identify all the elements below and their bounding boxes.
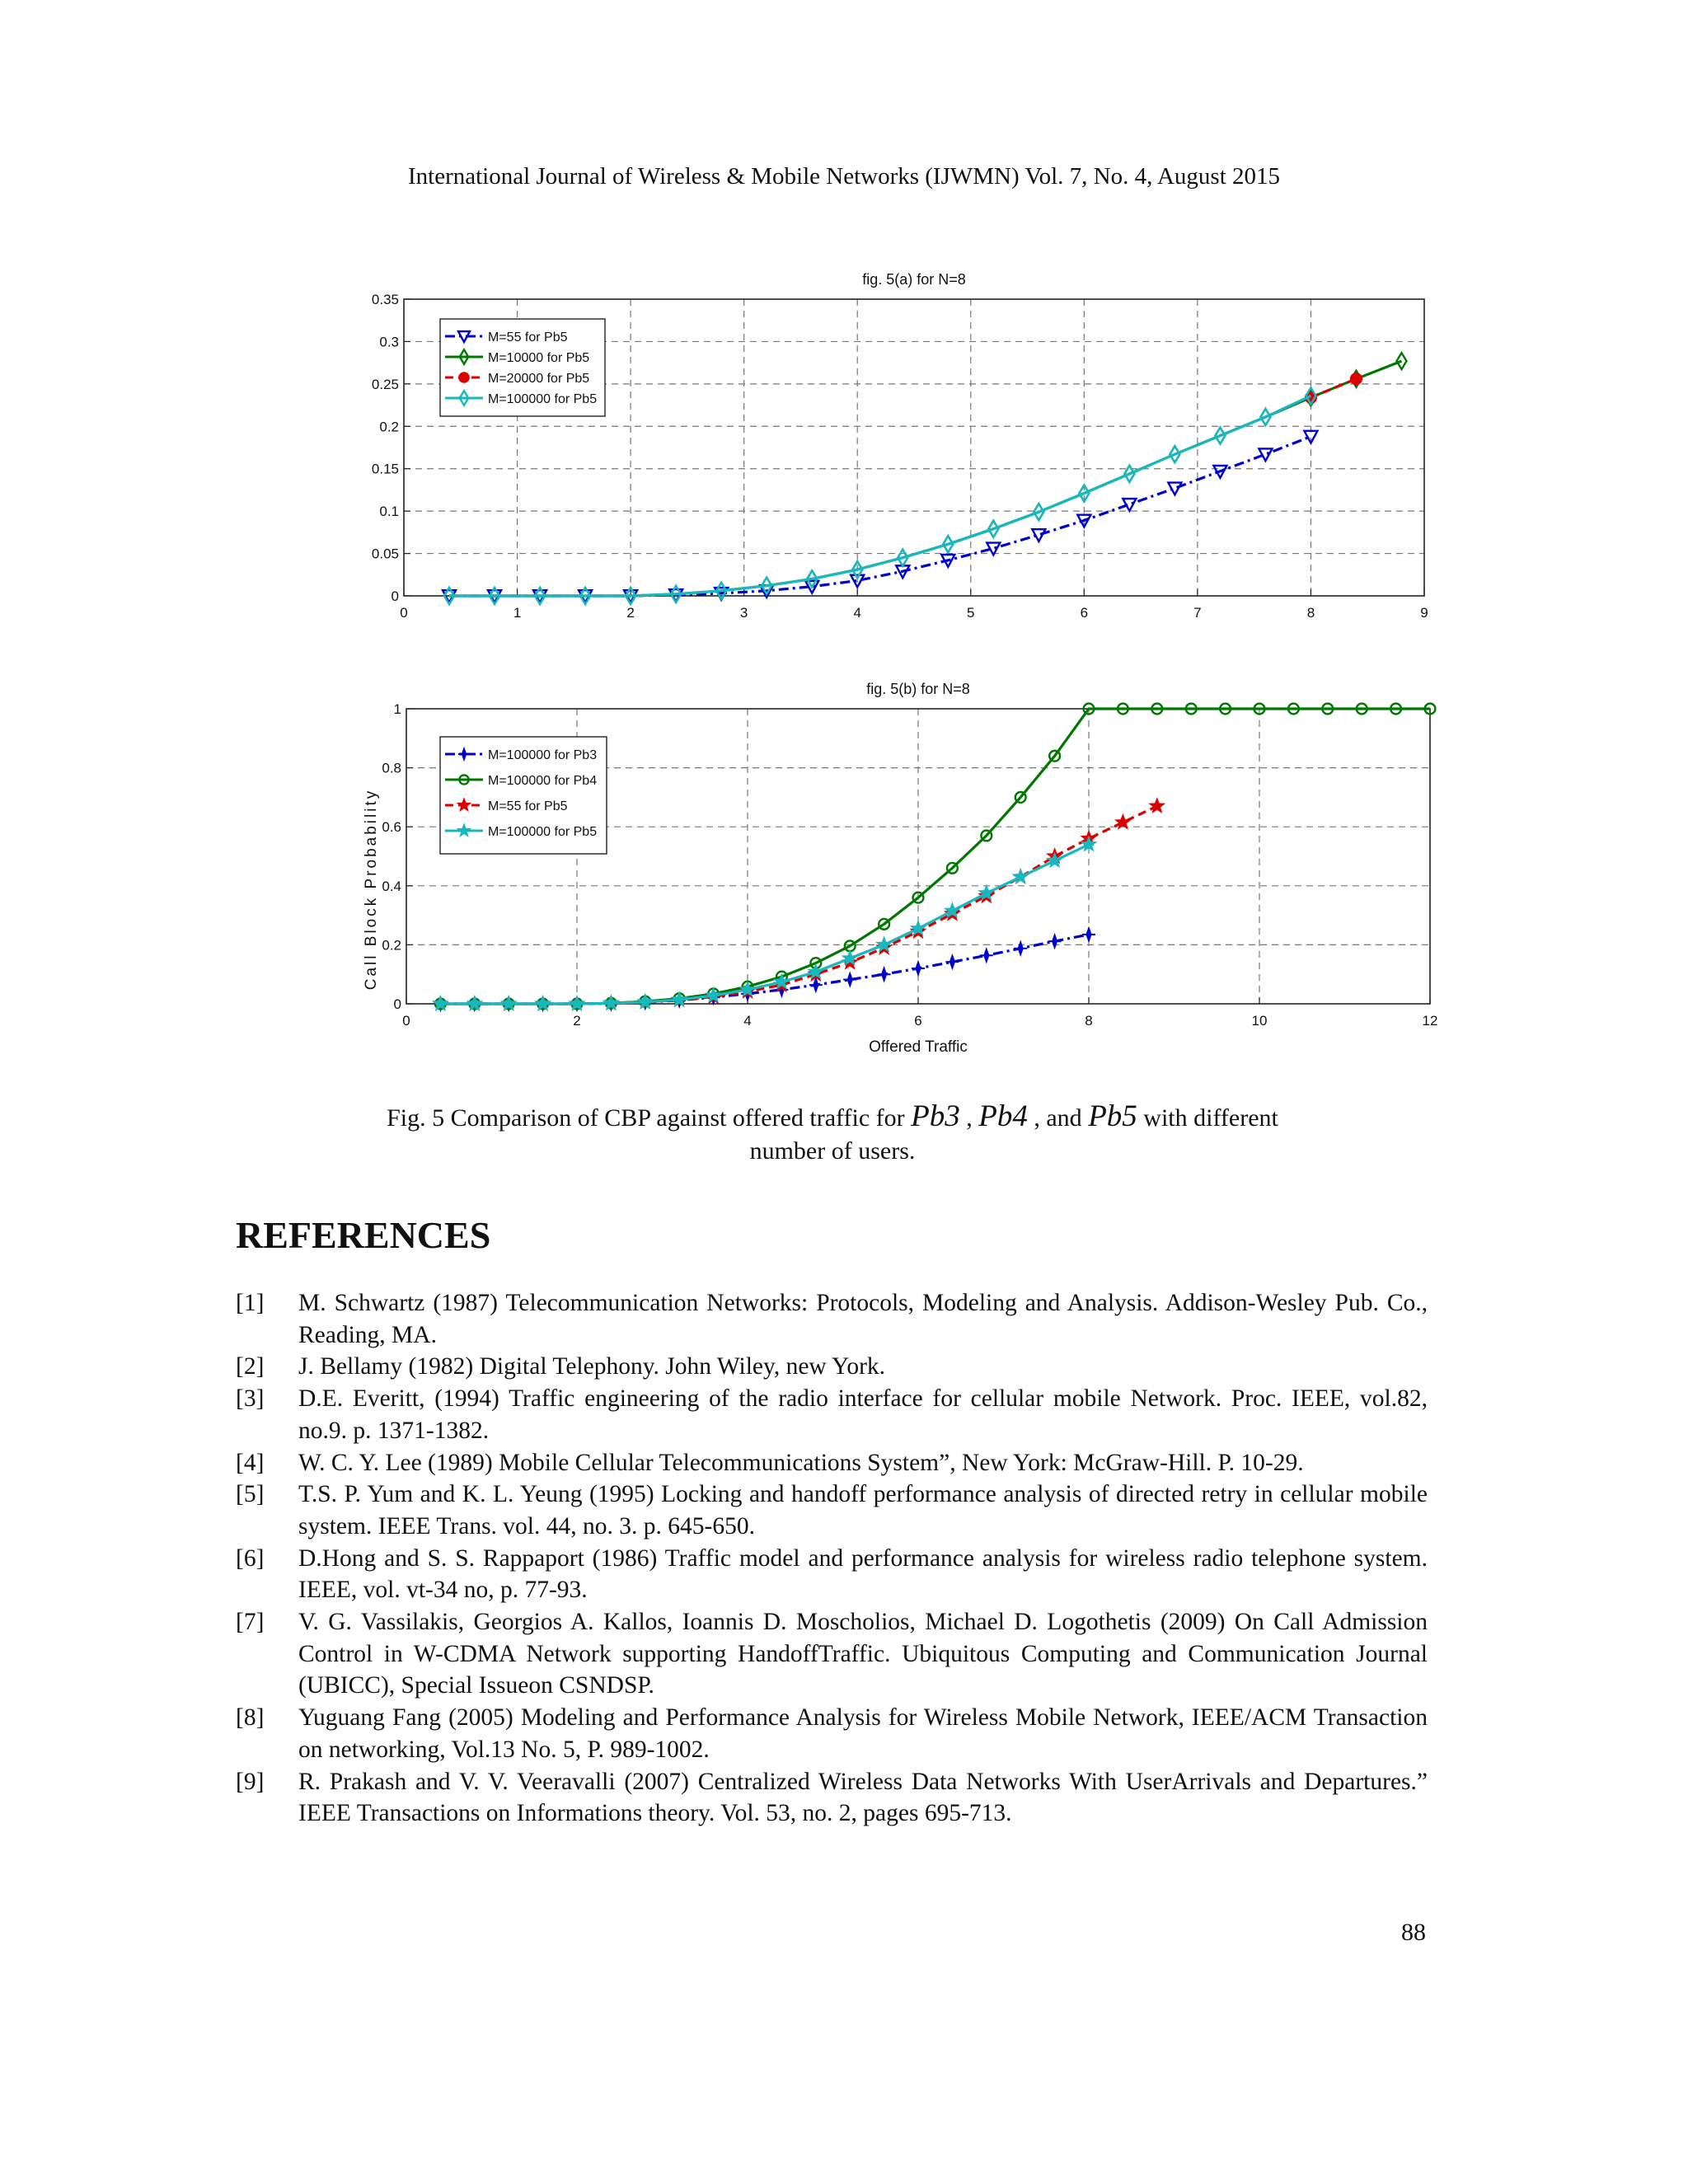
y-tick-label: 0.05 [371, 546, 399, 562]
reference-number: [2] [236, 1353, 265, 1380]
reference-number: [6] [236, 1544, 265, 1572]
reference-text: T.S. P. Yum and K. L. Yeung (1995) Locking and handoff performance analysis of directed retry in cellular mobile system. IEEE Trans. vol. 44, no. 3. p. 645-650. [298, 1481, 1428, 1540]
reference-item [236, 1606, 1428, 1702]
reference-item [236, 1287, 1428, 1351]
y-tick-label: 0.15 [371, 461, 399, 477]
x-tick-label: 0 [400, 605, 408, 621]
caption-math-pb3: Pb3 [911, 1099, 960, 1133]
y-tick-label: 0.2 [382, 937, 401, 954]
caption-separator: , [959, 1104, 979, 1132]
x-tick-label: 3 [739, 605, 748, 621]
reference-item [236, 1702, 1428, 1765]
reference-text: D.Hong and S. S. Rappaport (1986) Traffic model and performance analysis for wireless radio telephone system. IEEE, vol. vt-34 no, p. 77-93. [298, 1544, 1428, 1604]
x-tick-label: 8 [1085, 1013, 1093, 1029]
x-tick-label: 10 [1251, 1013, 1268, 1029]
reference-text: W. C. Y. Lee (1989) Mobile Cellular Telecommunications System”, New York: McGraw-Hill. P. 10-29. [298, 1449, 1304, 1476]
x-tick-label: 5 [967, 605, 975, 621]
legend-label: M=100000 for Pb5 [488, 825, 598, 839]
figure-5b-chart [0, 668, 1688, 1063]
x-tick-label: 12 [1422, 1013, 1438, 1029]
y-tick-label: 0.8 [382, 760, 401, 776]
x-tick-label: 6 [914, 1013, 922, 1029]
y-tick-label: 0.6 [382, 819, 401, 836]
caption-text: Fig. 5 Comparison of CBP against offered traffic for [387, 1104, 912, 1132]
x-tick-label: 2 [626, 605, 635, 621]
y-tick-label: 0 [391, 588, 399, 604]
reference-text: J. Bellamy (1982) Digital Telephony. John Wiley, new York. [298, 1353, 886, 1380]
x-tick-label: 0 [402, 1013, 410, 1029]
legend-label: M=20000 for Pb5 [488, 372, 590, 386]
x-axis-label: Offered Traffic [869, 1038, 968, 1056]
legend-label: M=10000 for Pb5 [488, 351, 590, 365]
reference-text: D.E. Everitt, (1994) Traffic engineering of the radio interface for cellular mobile Network. Proc. IEEE, vol.82, no.9. p. 1371-1382. [298, 1385, 1428, 1444]
y-axis-label: Call Block Probability [363, 788, 380, 991]
y-tick-label: 0.1 [379, 504, 399, 520]
caption-line-2: number of users. [749, 1137, 916, 1165]
reference-item [236, 1447, 1428, 1479]
circle-marker [1351, 373, 1362, 384]
legend-label: M=55 for Pb5 [488, 330, 568, 344]
page-number: 88 [1401, 1919, 1426, 1946]
figure-caption [313, 1100, 1352, 1168]
reference-number: [9] [236, 1768, 265, 1795]
x-tick-label: 8 [1306, 605, 1315, 621]
y-tick-label: 0.3 [379, 334, 399, 350]
reference-number: [7] [236, 1609, 265, 1636]
reference-number: [4] [236, 1449, 265, 1476]
chart-title: fig. 5(b) for N=8 [866, 681, 970, 697]
circle-marker [459, 373, 468, 382]
x-tick-label: 4 [853, 605, 861, 621]
caption-text: with different [1137, 1104, 1278, 1132]
references-heading: REFERENCES [236, 1214, 491, 1256]
y-tick-label: 0.4 [382, 878, 401, 894]
x-tick-label: 7 [1193, 605, 1202, 621]
reference-item [236, 1766, 1428, 1830]
caption-math-pb5: Pb5 [1088, 1099, 1137, 1133]
x-tick-label: 1 [513, 605, 522, 621]
reference-text: V. G. Vassilakis, Georgios A. Kallos, Ioannis D. Moscholios, Michael D. Logothetis (2009) On Call Admission Control in W-CDMA Network supporting HandoffTraffic. Ubiquitous Computing and Communication Journal (UBICC), Special Issueon CSNDSP. [298, 1609, 1428, 1699]
caption-separator: , and [1027, 1104, 1089, 1132]
reference-text: M. Schwartz (1987) Telecommunication Networks: Protocols, Modeling and Analysis. Addison-Wesley Pub. Co., Reading, MA. [298, 1290, 1428, 1348]
reference-item [236, 1351, 1428, 1383]
reference-item [236, 1383, 1428, 1446]
legend-label: M=100000 for Pb3 [488, 748, 598, 762]
star-marker [1150, 799, 1165, 813]
y-tick-label: 1 [393, 701, 401, 717]
reference-number: [5] [236, 1481, 265, 1508]
x-tick-label: 9 [1420, 605, 1428, 621]
y-tick-label: 0 [393, 996, 401, 1012]
legend-label: M=100000 for Pb4 [488, 774, 598, 788]
series-line [440, 845, 1089, 1004]
legend-label: M=55 for Pb5 [488, 799, 568, 813]
chart-title: fig. 5(a) for N=8 [862, 271, 966, 288]
reference-number: [1] [236, 1290, 265, 1316]
legend-label: M=100000 for Pb5 [488, 392, 598, 406]
reference-number: [8] [236, 1704, 265, 1732]
reference-list [236, 1287, 1428, 1830]
reference-text: Yuguang Fang (2005) Modeling and Performance Analysis for Wireless Mobile Network, IEEE/ACM Transaction on networking, Vol.13 No. 5, P. 989-1002. [298, 1704, 1428, 1763]
y-tick-label: 0.25 [371, 376, 399, 392]
y-tick-label: 0.35 [371, 292, 399, 307]
caption-math-pb4: Pb4 [978, 1099, 1028, 1133]
figure-5a-chart [0, 260, 1688, 639]
series-line [449, 437, 1311, 596]
running-header: International Journal of Wireless & Mobile Networks (IJWMN) Vol. 7, No. 4, August 2015 [407, 163, 1281, 190]
reference-number: [3] [236, 1385, 265, 1413]
x-tick-label: 4 [743, 1013, 752, 1029]
reference-text: R. Prakash and V. V. Veeravalli (2007) Centralized Wireless Data Networks With UserArrivals and Departures.” IEEE Transactions on Informations theory. Vol. 53, no. 2, pages 695-713. [298, 1768, 1428, 1827]
caption-line-1 [313, 1100, 1352, 1135]
reference-item [236, 1479, 1428, 1542]
x-tick-label: 2 [573, 1013, 581, 1029]
reference-item [236, 1543, 1428, 1606]
y-tick-label: 0.2 [379, 419, 399, 435]
x-tick-label: 6 [1080, 605, 1089, 621]
